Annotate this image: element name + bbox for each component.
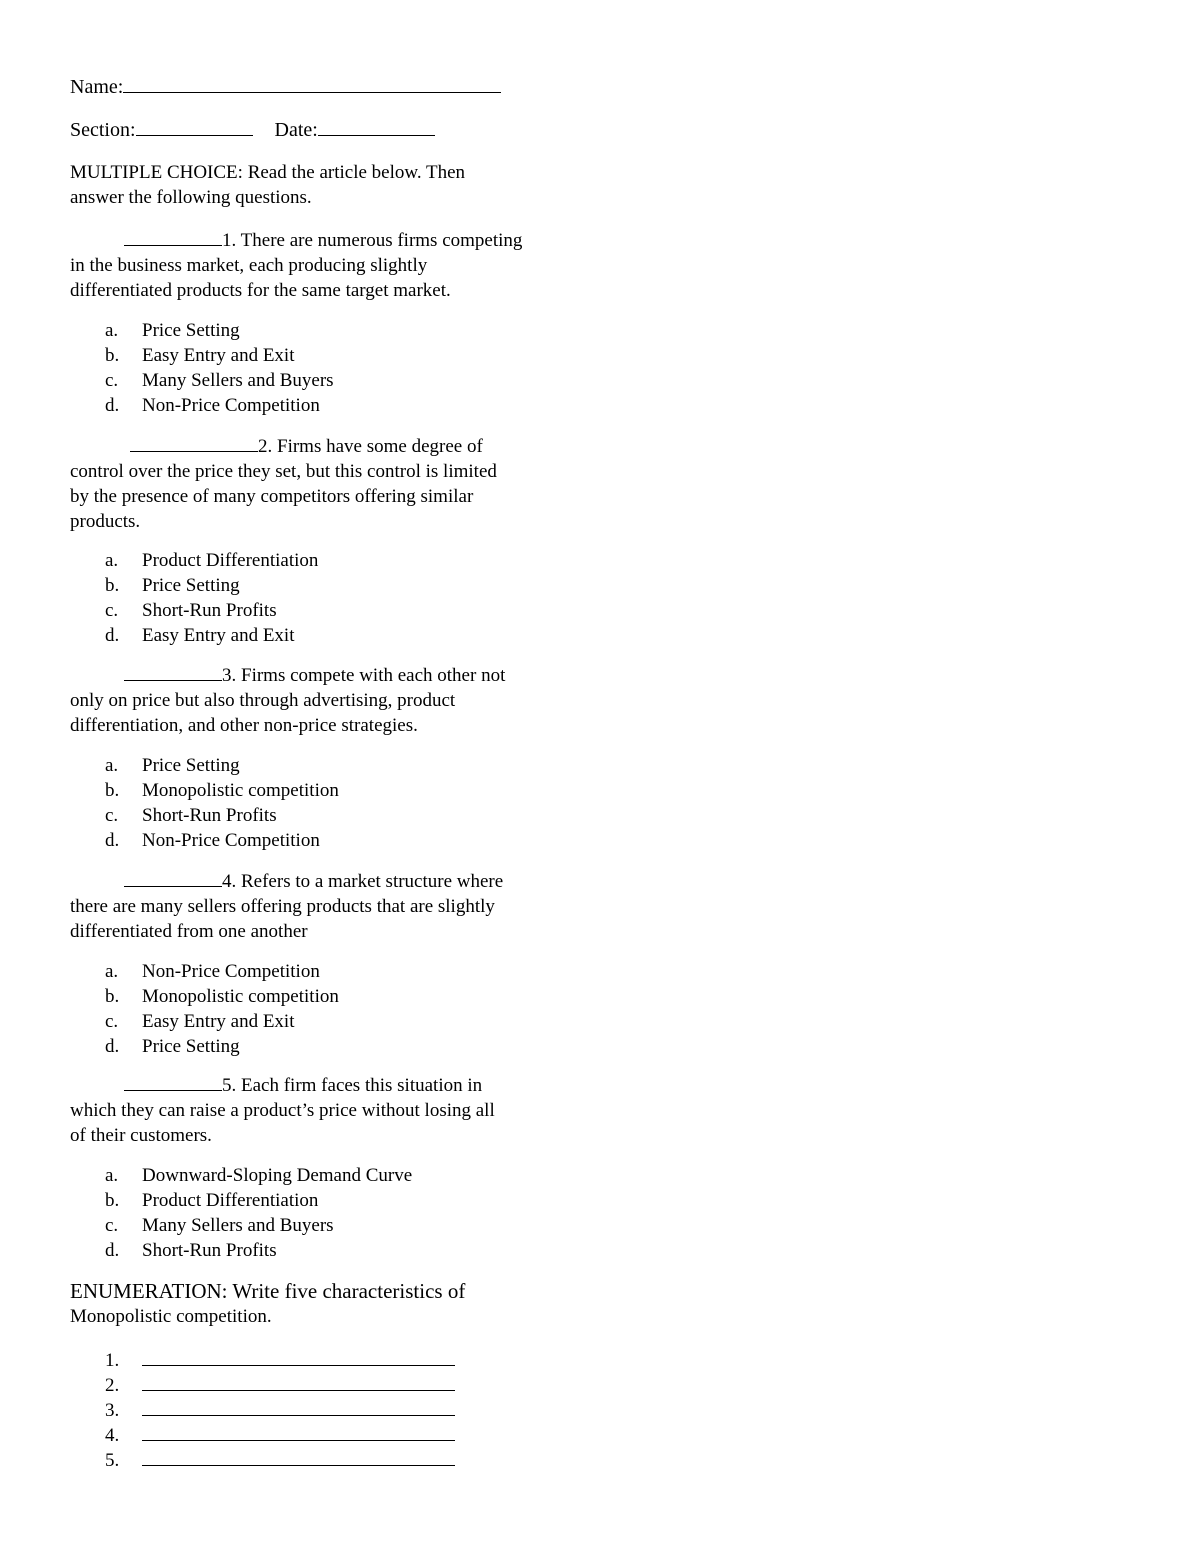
choice-letter: c. <box>105 600 119 621</box>
choice-text: Downward-Sloping Demand Curve <box>142 1165 413 1186</box>
question-text-line: differentiation, and other non-price strategies. <box>70 715 418 736</box>
choice-letter: b. <box>105 575 120 596</box>
choice-text: Easy Entry and Exit <box>142 345 295 366</box>
choice-letter: a. <box>105 550 119 571</box>
choice-letter: a. <box>105 755 119 776</box>
choice-letter: d. <box>105 830 120 851</box>
choices-4 <box>105 959 339 1059</box>
question-number: 3. <box>222 665 237 686</box>
choice-letter: a. <box>105 1165 119 1186</box>
choice-letter: b. <box>105 1190 120 1211</box>
question-text-line: only on price but also through advertising, product <box>70 690 456 711</box>
question-text-line: Each firm faces this situation in <box>236 1075 483 1096</box>
enumeration-item <box>105 1346 455 1371</box>
enumeration-answer-blank[interactable] <box>142 1396 455 1416</box>
answer-blank-4[interactable] <box>124 869 222 887</box>
enumeration-number: 2. <box>105 1375 120 1396</box>
question-number: 4. <box>222 871 237 892</box>
instructions-line-2: answer the following questions. <box>70 187 312 208</box>
choice-option[interactable] <box>105 1163 412 1188</box>
name-label: Name: <box>70 76 124 98</box>
choice-option[interactable] <box>105 623 318 648</box>
choice-option[interactable] <box>105 548 318 573</box>
answer-blank-1[interactable] <box>124 228 222 246</box>
answer-blank-3[interactable] <box>124 663 222 681</box>
question-3 <box>70 663 565 738</box>
choice-text: Price Setting <box>142 755 240 776</box>
enumeration-number: 5. <box>105 1450 120 1471</box>
choice-text: Easy Entry and Exit <box>142 1011 295 1032</box>
choice-text: Short-Run Profits <box>142 805 277 826</box>
choice-text: Many Sellers and Buyers <box>142 1215 334 1236</box>
choice-text: Non-Price Competition <box>142 961 320 982</box>
choice-option[interactable] <box>105 598 318 623</box>
enumeration-list <box>105 1346 455 1471</box>
enumeration-answer-blank[interactable] <box>142 1421 455 1441</box>
choice-option[interactable] <box>105 828 339 853</box>
choice-text: Product Differentiation <box>142 550 319 571</box>
answer-blank-2[interactable] <box>130 434 258 452</box>
choice-text: Monopolistic competition <box>142 780 339 801</box>
choice-letter: d. <box>105 1240 120 1261</box>
section-blank[interactable] <box>136 117 253 136</box>
enumeration-number: 3. <box>105 1400 120 1421</box>
enumeration-answer-blank[interactable] <box>142 1371 455 1391</box>
enumeration-answer-blank[interactable] <box>142 1446 455 1466</box>
question-text-line: products. <box>70 511 141 532</box>
choices-2 <box>105 548 318 648</box>
question-text-line: There are numerous firms competing <box>236 230 523 251</box>
choice-letter: a. <box>105 320 119 341</box>
enumeration-number: 1. <box>105 1350 120 1371</box>
choice-letter: d. <box>105 395 120 416</box>
question-2 <box>70 434 565 534</box>
choice-text: Non-Price Competition <box>142 830 320 851</box>
choices-1 <box>105 318 334 418</box>
question-4 <box>70 869 565 944</box>
enumeration-item <box>105 1446 455 1471</box>
date-label: Date: <box>274 119 318 141</box>
choice-letter: c. <box>105 370 119 391</box>
choice-text: Monopolistic competition <box>142 986 339 1007</box>
choice-text: Product Differentiation <box>142 1190 319 1211</box>
section-date-row <box>70 117 435 142</box>
choice-text: Many Sellers and Buyers <box>142 370 334 391</box>
enumeration-section <box>70 1278 590 1330</box>
choice-letter: d. <box>105 1036 120 1057</box>
enumeration-item <box>105 1421 455 1446</box>
question-text-line: differentiated from one another <box>70 921 308 942</box>
enumeration-heading: ENUMERATION: Write five characteristics of <box>70 1279 466 1303</box>
choice-option[interactable] <box>105 753 339 778</box>
date-blank[interactable] <box>318 117 435 136</box>
question-1 <box>70 228 565 303</box>
choice-option[interactable] <box>105 343 334 368</box>
question-text-line: control over the price they set, but this control is limited <box>70 461 497 482</box>
question-text-line: by the presence of many competitors offering similar <box>70 486 474 507</box>
choice-option[interactable] <box>105 393 334 418</box>
enumeration-item <box>105 1371 455 1396</box>
choice-text: Price Setting <box>142 320 240 341</box>
choice-text: Easy Entry and Exit <box>142 625 295 646</box>
enumeration-number: 4. <box>105 1425 120 1446</box>
section-label: Section: <box>70 119 136 141</box>
choice-letter: b. <box>105 986 120 1007</box>
question-number: 5. <box>222 1075 237 1096</box>
choice-option[interactable] <box>105 959 339 984</box>
enumeration-answer-blank[interactable] <box>142 1346 455 1366</box>
choice-text: Short-Run Profits <box>142 600 277 621</box>
question-text-line: Firms compete with each other not <box>236 665 506 686</box>
question-text-line: differentiated products for the same target market. <box>70 280 451 301</box>
choice-option[interactable] <box>105 318 334 343</box>
choice-text: Short-Run Profits <box>142 1240 277 1261</box>
choice-option[interactable] <box>105 1188 412 1213</box>
name-row <box>70 74 501 99</box>
choice-option[interactable] <box>105 1238 412 1263</box>
question-number: 2. <box>258 436 273 457</box>
choice-option[interactable] <box>105 573 318 598</box>
choice-option[interactable] <box>105 803 339 828</box>
choice-letter: b. <box>105 345 120 366</box>
choices-3 <box>105 753 339 853</box>
choice-text: Non-Price Competition <box>142 395 320 416</box>
name-blank[interactable] <box>123 74 501 93</box>
question-text-line: Refers to a market structure where <box>236 871 504 892</box>
choice-option[interactable] <box>105 1213 412 1238</box>
instructions <box>70 160 565 210</box>
answer-blank-5[interactable] <box>124 1073 222 1091</box>
question-text-line: which they can raise a product’s price without losing all <box>70 1100 495 1121</box>
choice-text: Price Setting <box>142 575 240 596</box>
choice-letter: a. <box>105 961 119 982</box>
choice-option[interactable] <box>105 778 339 803</box>
question-text-line: in the business market, each producing slightly <box>70 255 428 276</box>
question-text-line: of their customers. <box>70 1125 212 1146</box>
choice-option[interactable] <box>105 1009 339 1034</box>
question-text-line: Firms have some degree of <box>272 436 483 457</box>
choice-letter: c. <box>105 805 119 826</box>
choice-option[interactable] <box>105 368 334 393</box>
enumeration-subheading: Monopolistic competition. <box>70 1306 272 1327</box>
choice-letter: d. <box>105 625 120 646</box>
choice-option[interactable] <box>105 1034 339 1059</box>
question-number: 1. <box>222 230 237 251</box>
question-5 <box>70 1073 565 1148</box>
choice-letter: c. <box>105 1215 119 1236</box>
choice-option[interactable] <box>105 984 339 1009</box>
instructions-line-1: MULTIPLE CHOICE: Read the article below. Then <box>70 162 466 183</box>
enumeration-item <box>105 1396 455 1421</box>
question-text-line: there are many sellers offering products that are slightly <box>70 896 495 917</box>
choice-text: Price Setting <box>142 1036 240 1057</box>
choices-5 <box>105 1163 412 1263</box>
choice-letter: c. <box>105 1011 119 1032</box>
choice-letter: b. <box>105 780 120 801</box>
